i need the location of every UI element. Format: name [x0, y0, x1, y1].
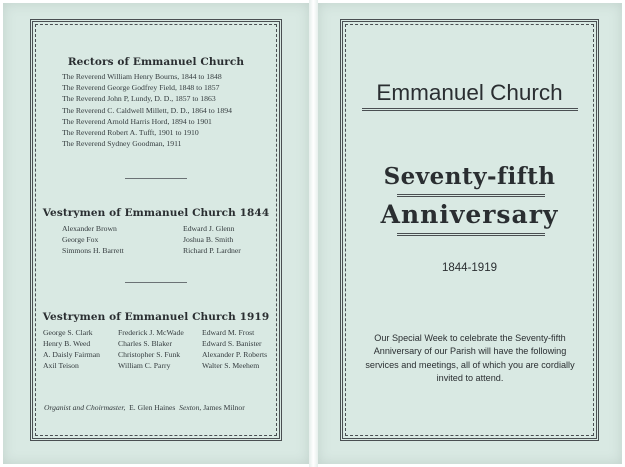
title-line-2: Anniversary [380, 200, 559, 229]
title-rule-1 [397, 194, 545, 197]
sexton-label: Sexton, [179, 403, 202, 412]
vestryman: Joshua B. Smith [183, 235, 234, 245]
vestry-1919-table [43, 327, 267, 371]
vestry-1844-col2 [183, 223, 241, 257]
intro-paragraph: Our Special Week to celebrate the Seventy-fifth Anniversary of our Parish will have the following services and meetings, all of which you are cordially invited to attend. [365, 333, 575, 383]
vestryman: Charles S. Blaker [118, 339, 173, 348]
vestryman: Edward J. Glenn [183, 224, 235, 233]
rector-item: The Reverend George Godfrey Field, 1848 to 1857 [62, 83, 220, 93]
vestry-1844-col1 [62, 223, 124, 257]
title-rule-2 [397, 233, 545, 236]
vestryman: Walter S. Meehem [202, 361, 260, 370]
vestry-1919-col1 [43, 327, 118, 371]
page-fold [309, 0, 318, 467]
vestryman: Edward M. Frost [202, 328, 255, 337]
vestry-1844-heading: Vestrymen of Emmanuel Church 1844 [42, 207, 270, 219]
vestryman: William C. Parry [118, 361, 171, 370]
vestryman: Edward S. Banister [202, 339, 262, 348]
vestryman: Axil Teison [43, 361, 79, 370]
vestryman: Alexander Brown [62, 224, 117, 233]
organist-label: Organist and Choirmaster, [44, 403, 126, 412]
rector-item: The Reverend Arnold Harris Hord, 1894 to 1901 [62, 116, 212, 126]
divider-2 [125, 282, 187, 283]
rectors-heading: Rectors of Emmanuel Church [67, 56, 245, 68]
vestryman: George Fox [62, 235, 99, 245]
rectors-list [62, 71, 232, 149]
vestryman: George S. Clark [43, 328, 93, 337]
vestryman: Alexander P. Roberts [202, 350, 268, 359]
rector-item: The Reverend John P, Lundy, D. D., 1857 to 1863 [62, 94, 216, 104]
vestryman: Henry B. Weed [43, 339, 91, 348]
church-name-rule [362, 108, 578, 111]
title-line-1: Seventy-fifth [383, 163, 556, 190]
rector-item: The Reverend C. Caldwell Millett, D. D., 1864 to 1894 [62, 105, 232, 115]
vestry-1919-col3 [202, 327, 267, 371]
staff-line [44, 403, 245, 412]
vestry-1919-heading: Vestrymen of Emmanuel Church 1919 [42, 311, 270, 323]
organist-name: E. Glen Haines [129, 403, 176, 412]
anniversary-years: 1844-1919 [442, 262, 497, 274]
vestryman: A. Daisly Fairman [43, 350, 101, 359]
vestry-1919-col2 [118, 327, 202, 371]
rector-item: The Reverend Sydney Goodman, 1911 [62, 139, 182, 149]
rector-item: The Reverend William Henry Bourns, 1844 to 1848 [62, 72, 222, 81]
vestryman: Frederick J. McWade [118, 328, 184, 337]
vestryman: Simmons H. Barrett [62, 246, 124, 256]
rector-item: The Reverend Robert A. Tufft, 1901 to 1910 [62, 128, 199, 138]
vestryman: Christopher S. Funk [118, 350, 181, 359]
church-name: Emmanuel Church [376, 80, 563, 105]
sexton-name: James Milnor [203, 403, 245, 412]
vestryman: Richard P. Lardner [183, 246, 241, 256]
divider-1 [125, 178, 187, 179]
